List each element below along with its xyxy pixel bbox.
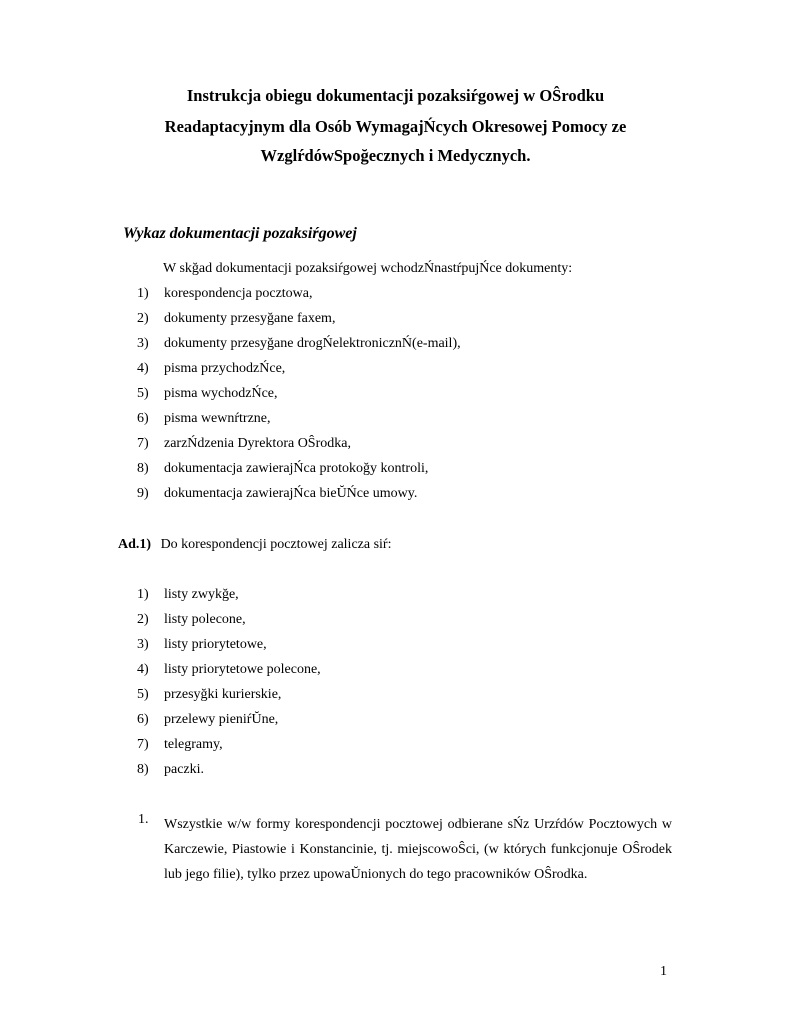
list-number: 2) [137,311,149,326]
list-text: zarzŃdzenia Dyrektora OŜrodka, [164,436,351,451]
list-text: listy zwykğe, [164,587,239,602]
list-number: 1) [137,587,149,602]
list-text: przesyğki kurierskie, [164,687,282,702]
list-number: 4) [137,662,149,677]
list-text: dokumenty przesyğane faxem, [164,311,336,326]
list-number: 8) [137,461,149,476]
list-text: dokumentacja zawierajŃca bieŬŃce umowy. [164,486,418,501]
list-text: pisma przychodzŃce, [164,361,286,376]
ad-text: Do korespondencji pocztowej zalicza siŕ: [160,537,392,552]
list-text: telegramy, [164,737,223,752]
list-number: 1) [137,286,149,301]
title-line-3: WzglŕdówSpoğecznych i Medycznych. [260,146,531,165]
list-text: pisma wychodzŃce, [164,386,278,401]
list-number: 3) [137,336,149,351]
title-line-2: Readaptacyjnym dla Osób WymagajŃcych Okresowej Pomocy ze [164,117,627,136]
list-text: dokumenty przesyğane drogŃelektronicznŃ(e-mail), [164,336,461,351]
list-text: listy priorytetowe polecone, [164,662,321,677]
list-text: listy polecone, [164,612,246,627]
list-text: korespondencja pocztowa, [164,286,313,301]
list-text: przelewy pieniŕŬne, [164,712,279,727]
intro-text: W skğad dokumentacji pozaksiŕgowej wchodzŃnastŕpujŃce dokumenty: [163,261,573,276]
page-number: 1 [660,964,667,979]
list-number: 2) [137,612,149,627]
list-number: 5) [137,687,149,702]
title-line-1: Instrukcja obiegu dokumentacji pozaksiŕgowej w OŜrodku [186,86,605,105]
ad-line [118,537,391,553]
paragraph-text: Wszystkie w/w formy korespondencji pocztowej odbierane sŃz Urzŕdów Pocztowych w Karczewie, Piastowie i Konstancinie, tj. miejscowoŜci, (w których funkcjonuje OŜrodek lub jego filie), tylko przez upowaŬnionych do tego pracowników OŜrodka. [164,817,672,882]
list-number: 4) [137,361,149,376]
section-heading: Wykaz dokumentacji pozaksiŕgowej [123,225,357,242]
list-text: pisma wewnŕtrzne, [164,411,271,426]
paragraph-number: 1. [138,812,149,827]
ad-label: Ad.1) [118,537,152,552]
list-number: 7) [137,436,149,451]
list-text: paczki. [164,762,205,777]
list-number: 7) [137,737,149,752]
list-number: 8) [137,762,149,777]
list-number: 9) [137,486,149,501]
list-number: 3) [137,637,149,652]
list-text: dokumentacja zawierajŃca protokoğy kontroli, [164,461,429,476]
list-number: 6) [137,411,149,426]
list-text: listy priorytetowe, [164,637,267,652]
list-number: 5) [137,386,149,401]
list-number: 6) [137,712,149,727]
